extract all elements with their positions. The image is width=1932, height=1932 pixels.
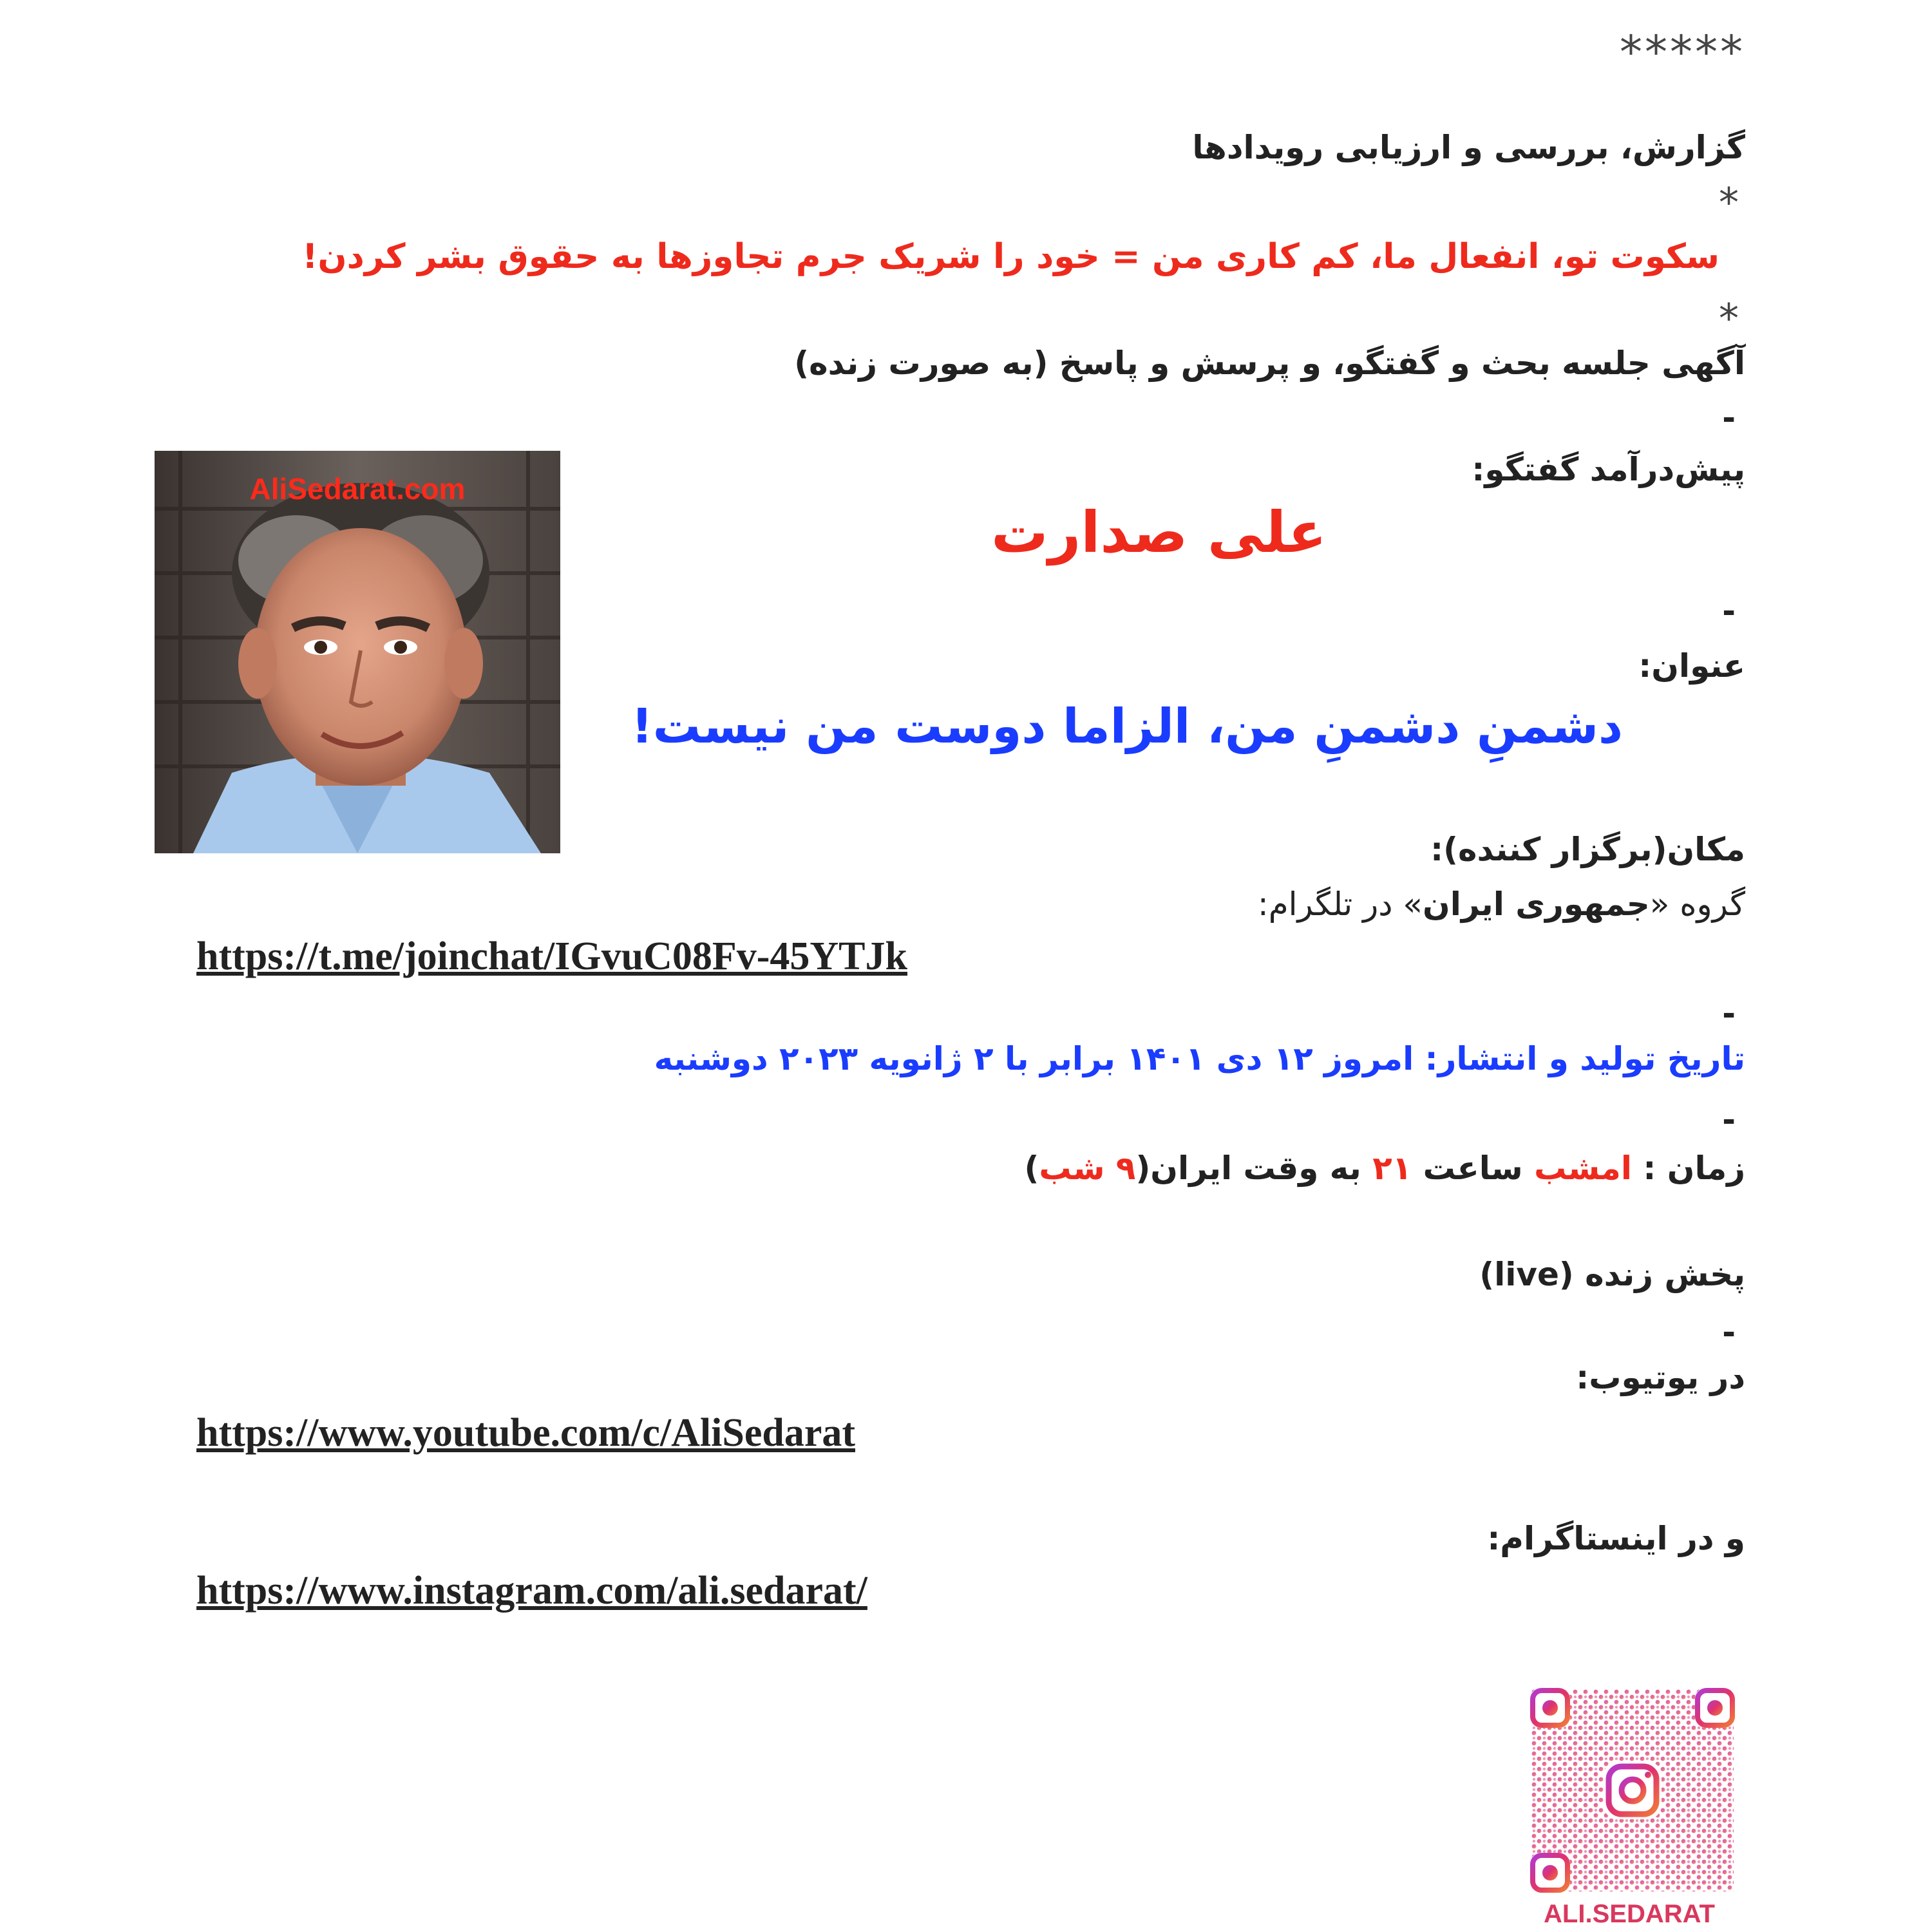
slogan: سکوت تو، انفعال ما، کم کاری من = خود را شریک جرم تجاوزها به حقوق بشر کردن! xyxy=(302,237,1719,276)
title-label: عنوان: xyxy=(1638,647,1745,685)
talk-title: دشمنِ دشمنِ من، الزاما دوست من نیست! xyxy=(630,699,1623,754)
announcement-heading: آگهی جلسه بحث و گفتگو، و پرسش و پاسخ (به صورت زنده) xyxy=(794,345,1745,382)
time-hour: ۲۱ xyxy=(1372,1150,1412,1187)
dash-separator: - xyxy=(1722,592,1736,630)
stars-divider: ***** xyxy=(1620,26,1745,79)
venue-text-suffix: » در تلگرام: xyxy=(1257,886,1423,923)
time-timezone: به وقت ایران( xyxy=(1135,1150,1373,1187)
dash-separator: - xyxy=(1722,399,1736,437)
venue-group-name: جمهوری ایران xyxy=(1423,886,1650,923)
intro-label: پیش‌درآمد گفتگو: xyxy=(1472,451,1745,488)
speaker-photo xyxy=(155,451,560,853)
youtube-link[interactable]: https://www.youtube.com/c/AliSedarat xyxy=(196,1411,855,1455)
time-pm: ۹ شب xyxy=(1039,1150,1136,1187)
venue-text-prefix: گروه « xyxy=(1649,886,1745,923)
instagram-link[interactable]: https://www.instagram.com/ali.sedarat/ xyxy=(196,1569,867,1613)
date-line: تاریخ تولید و انتشار: امروز ۱۲ دی ۱۴۰۱ برابر با ۲ ژانویه ۲۰۲۳ دوشنبه xyxy=(654,1040,1745,1077)
report-heading: گزارش، بررسی و ارزیابی رویدادها xyxy=(1192,129,1745,166)
time-hour-word: ساعت xyxy=(1412,1150,1535,1187)
time-line xyxy=(1025,1150,1745,1187)
youtube-label: در یوتیوب: xyxy=(1576,1359,1745,1396)
live-label: پخش زنده (live) xyxy=(1479,1256,1745,1293)
star-separator: * xyxy=(1719,295,1739,342)
venue-label: مکان(برگزار کننده): xyxy=(1430,831,1745,868)
time-close: ) xyxy=(1024,1150,1039,1187)
qr-code-label: ALI.SEDARAT xyxy=(1544,1900,1715,1928)
dash-separator: - xyxy=(1722,1314,1736,1351)
star-separator: * xyxy=(1719,179,1739,226)
instagram-qr-code[interactable] xyxy=(1526,1684,1739,1899)
photo-watermark: AliSedarat.com xyxy=(249,472,466,506)
speaker-name: علی صدارت xyxy=(991,499,1327,565)
dash-separator: - xyxy=(1722,995,1736,1032)
dash-separator: - xyxy=(1722,1101,1736,1139)
time-tonight: امشب xyxy=(1534,1150,1632,1187)
venue-text xyxy=(1258,886,1745,923)
instagram-label: و در اینستاگرام: xyxy=(1487,1520,1745,1557)
time-label: زمان : xyxy=(1631,1150,1745,1187)
telegram-link[interactable]: https://t.me/joinchat/IGvuC08Fv-45YTJk xyxy=(196,934,907,978)
